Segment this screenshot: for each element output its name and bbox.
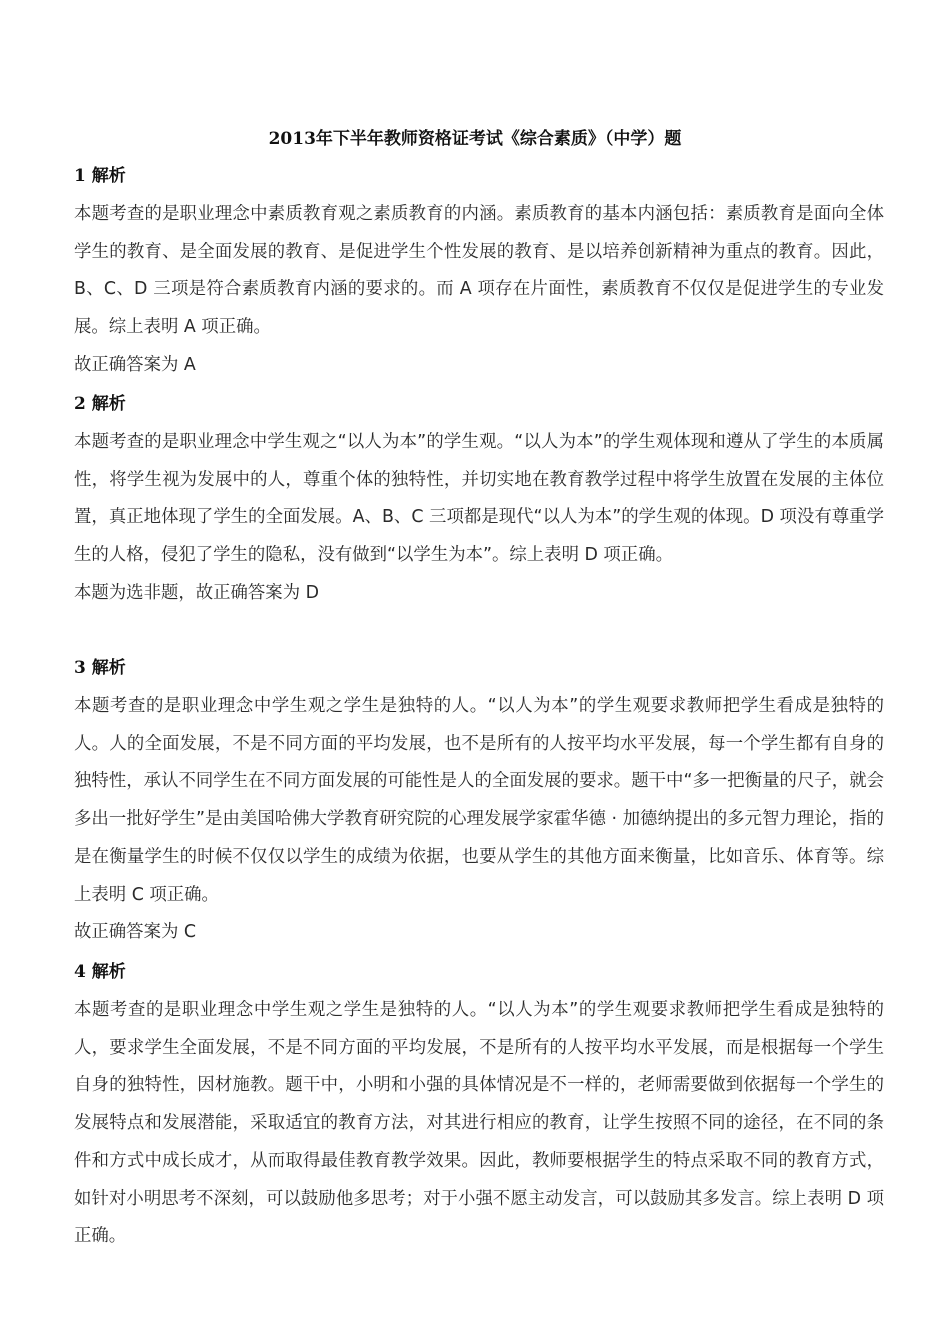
section-heading: 3 解析: [74, 658, 126, 678]
section-paragraph: 本题考查的是职业理念中学生观之学生是独特的人。“以人为本”的学生观要求教师把学生看成是独特的人。人的全面发展，不是不同方面的平均发展，也不是所有的人按平均水平发展，每一个学生都有自身的独特性，承认不同学生在不同方面发展的可能性是人的全面发展的要求。题干中“多一把衡量的尺子，就会多出一批好学生”是由美国哈佛大学教育研究院的心理发展学家霍华德 · 加德纳提出的多元智力理论，指的是在衡量学生的时候不仅仅以学生的成绩为依据，也要从学生的其他方面来衡量，比如音乐、体育等。综上表明 C 项正确。: [74, 696, 884, 905]
section-answer: 故正确答案为 C: [74, 922, 197, 943]
section-heading: 4 解析: [74, 962, 126, 982]
section-answer: 故正确答案为 A: [74, 354, 196, 375]
section-paragraph: 本题考查的是职业理念中学生观之“以人为本”的学生观。“以人为本”的学生观体现和遵从了学生的本质属性，将学生视为发展中的人，尊重个体的独特性，并切实地在教育教学过程中将学生放置在发展的主体位置，真正地体现了学生的全面发展。A、B、C 三项都是现代“以人为本”的学生观的体现。D 项没有尊重学生的人格，侵犯了学生的隐私，没有做到“以学生为本”。综上表明 D 项正确。: [74, 432, 884, 566]
analysis-section-3: [74, 654, 884, 952]
section-heading: 1 解析: [74, 166, 126, 186]
section-answer: 本题为选非题，故正确答案为 D: [74, 582, 319, 603]
analysis-section-2: [74, 390, 884, 613]
analysis-section-1: [74, 162, 884, 385]
section-paragraph: 本题考查的是职业理念中学生观之学生是独特的人。“以人为本”的学生观要求教师把学生看成是独特的人，要求学生全面发展，不是不同方面的平均发展，不是所有的人按平均水平发展，而是根据每一个学生自身的独特性，因材施教。题干中，小明和小强的具体情况是不一样的，老师需要做到依据每一个学生的发展特点和发展潜能，采取适宜的教育方法，对其进行相应的教育，让学生按照不同的途径，在不同的条件和方式中成长成才，从而取得最佳教育教学效果。因此，教师要根据学生的特点采取不同的教育方式，如针对小明思考不深刻，可以鼓励他多思考；对于小强不愿主动发言，可以鼓励其多发言。综上表明 D 项正确。: [74, 1000, 884, 1247]
section-heading: 2 解析: [74, 394, 126, 414]
analysis-section-4: [74, 958, 884, 1256]
section-paragraph: 本题考查的是职业理念中素质教育观之素质教育的内涵。素质教育的基本内涵包括：素质教育是面向全体学生的教育、是全面发展的教育、是促进学生个性发展的教育、是以培养创新精神为重点的教育。因此，B、C、D 三项是符合素质教育内涵的要求的。而 A 项存在片面性，素质教育不仅仅是促进学生的专业发展。综上表明 A 项正确。: [74, 204, 884, 338]
document-title: 2013年下半年教师资格证考试《综合素质》（中学）题: [268, 129, 682, 149]
